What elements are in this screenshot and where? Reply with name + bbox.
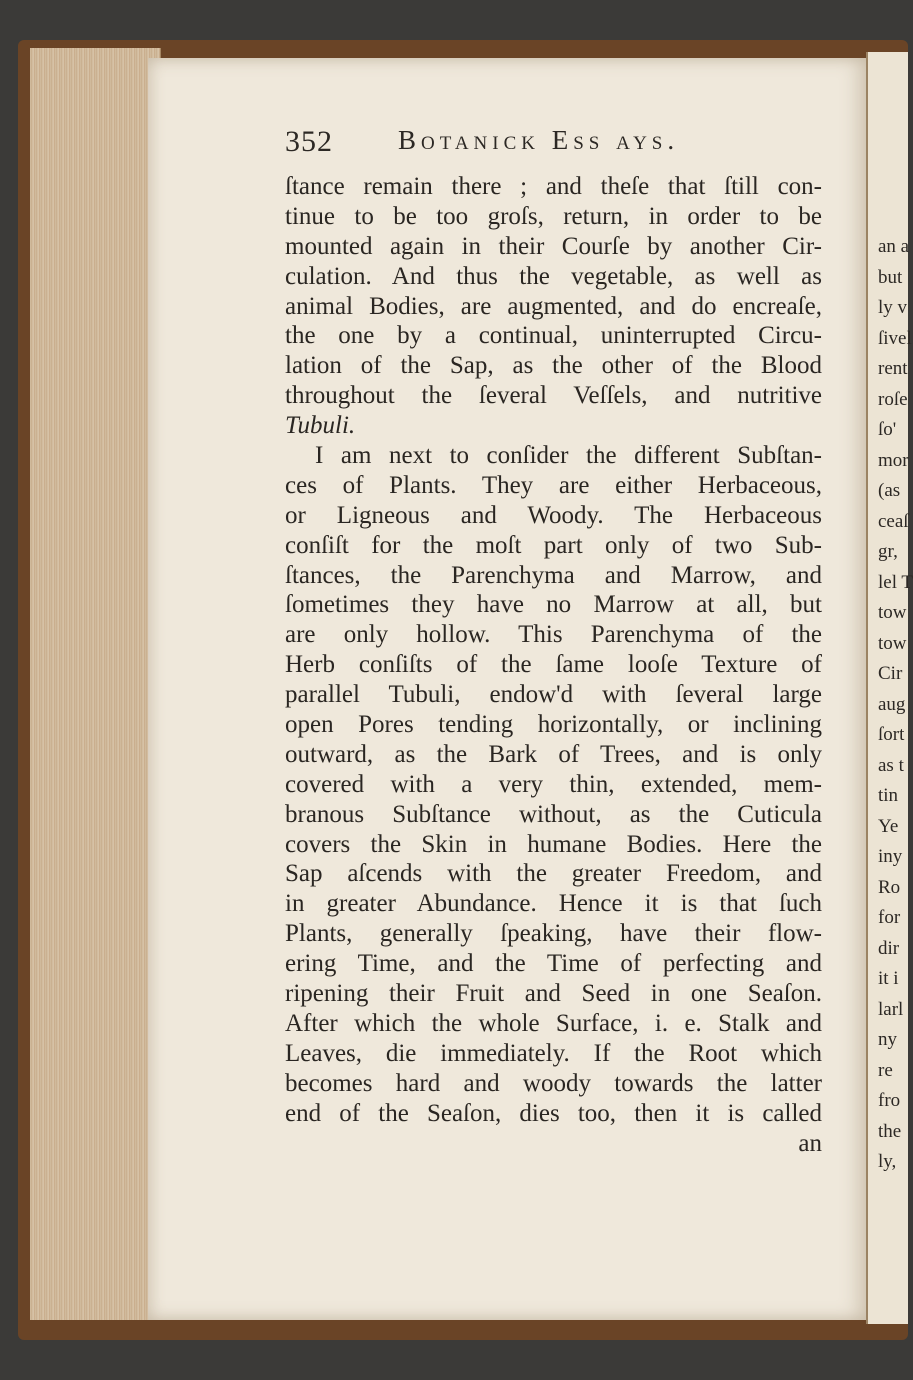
text-line: end of the Seaſon, dies too, then it is called bbox=[285, 1099, 822, 1127]
facing-fragment: roſe bbox=[878, 388, 908, 410]
text-line: I am next to conſider the different Subſtan- bbox=[315, 442, 822, 470]
text-line: covered with a very thin, extended, mem- bbox=[285, 770, 822, 798]
text-line: ſtances, the Parenchyma and Marrow, and bbox=[285, 561, 822, 589]
facing-fragment: iny bbox=[878, 846, 903, 867]
text-line: ces of Plants. They are either Herbaceous, bbox=[285, 471, 822, 499]
text-line: throughout the ſeveral Veſſels, and nutritive bbox=[285, 382, 822, 410]
page-number: 352 bbox=[285, 125, 333, 158]
text-line: Plants, generally ſpeaking, have their flow- bbox=[285, 920, 822, 948]
text-line: ripening their Fruit and Seed in one Seaſon. bbox=[285, 980, 822, 1008]
facing-fragment: lel T bbox=[878, 571, 913, 593]
facing-fragment: gr, bbox=[878, 541, 898, 562]
facing-fragment: an a bbox=[878, 236, 910, 257]
text-line: covers the Skin in humane Bodies. Here the bbox=[285, 830, 822, 858]
text-line: Leaves, die immediately. If the Root which bbox=[285, 1039, 822, 1067]
text-line: Herb conſiſts of the ſame looſe Texture of bbox=[285, 651, 822, 679]
catchword: an bbox=[798, 1129, 822, 1157]
facing-fragment: mor bbox=[878, 449, 909, 471]
facing-fragment: ſo' bbox=[878, 419, 897, 440]
facing-fragment: it i bbox=[878, 968, 899, 989]
running-title: Botanick Ess ays. bbox=[398, 125, 680, 155]
facing-fragment: ſivel bbox=[878, 327, 912, 349]
text-line: or Ligneous and Woody. The Herbaceous bbox=[285, 501, 822, 529]
facing-fragment: tin bbox=[878, 785, 899, 806]
facing-fragment: but bbox=[878, 266, 903, 288]
facing-fragment: Ye bbox=[878, 815, 899, 837]
text-line: mounted again in their Courſe by another Cir- bbox=[285, 232, 822, 260]
facing-fragment: as t bbox=[878, 754, 904, 776]
text-line: in greater Abundance. Hence it is that ſuch bbox=[285, 890, 822, 918]
page-edges bbox=[30, 48, 161, 1320]
text-line: are only hollow. This Parenchyma of the bbox=[285, 621, 822, 649]
text-line: tinue to be too groſs, return, in order to be bbox=[285, 202, 822, 230]
facing-fragment: ceaſ bbox=[878, 510, 909, 532]
body-text bbox=[285, 172, 822, 1158]
facing-fragment: the bbox=[878, 1120, 902, 1142]
text-line: Sap aſcends with the greater Freedom, and bbox=[285, 860, 822, 888]
facing-fragment: ny bbox=[878, 1029, 897, 1050]
facing-fragment: fro bbox=[878, 1090, 901, 1111]
text-line: conſiſt for the moſt part only of two Sub- bbox=[285, 531, 822, 559]
facing-fragment: dir bbox=[878, 937, 900, 959]
facing-page-strip bbox=[866, 52, 913, 1324]
facing-fragment: aug bbox=[878, 693, 906, 715]
text-line: open Pores tending horizontally, or inclining bbox=[285, 711, 822, 739]
text-line: ſtance remain there ; and theſe that ſtill con- bbox=[285, 173, 822, 200]
facing-fragment: ſort bbox=[878, 724, 905, 745]
page-header bbox=[285, 125, 825, 165]
facing-fragment: for bbox=[878, 907, 901, 928]
facing-fragment: ly, bbox=[878, 1151, 897, 1172]
facing-fragment: re bbox=[878, 1059, 893, 1081]
text-line: parallel Tubuli, endow'd with ſeveral large bbox=[285, 681, 822, 709]
facing-fragment: rent bbox=[878, 358, 908, 379]
text-line: branous Subſtance without, as the Cuticula bbox=[285, 800, 822, 828]
facing-fragment: Cir bbox=[878, 663, 903, 684]
text-line: ſometimes they have no Marrow at all, but bbox=[285, 591, 822, 619]
facing-fragment: ly v bbox=[878, 297, 908, 318]
text-line: After which the whole Surface, i. e. Stalk and bbox=[285, 1009, 822, 1037]
text-line: Tubuli. bbox=[285, 412, 356, 440]
text-line: animal Bodies, are augmented, and do encreaſe, bbox=[285, 292, 822, 320]
text-line: outward, as the Bark of Trees, and is only bbox=[285, 740, 822, 768]
facing-fragment: tow bbox=[878, 602, 907, 623]
facing-fragment: tow bbox=[878, 632, 907, 654]
text-line: the one by a continual, uninterrupted Circu- bbox=[285, 322, 822, 350]
facing-fragment: Ro bbox=[878, 876, 901, 898]
facing-fragment: (as bbox=[878, 480, 901, 501]
text-line: becomes hard and woody towards the latter bbox=[285, 1069, 822, 1097]
text-line: ering Time, and the Time of perfecting and bbox=[285, 950, 822, 978]
text-line: lation of the Sap, as the other of the Blood bbox=[285, 352, 822, 380]
facing-fragment: larl bbox=[878, 998, 904, 1020]
text-line: culation. And thus the vegetable, as well as bbox=[285, 262, 822, 290]
